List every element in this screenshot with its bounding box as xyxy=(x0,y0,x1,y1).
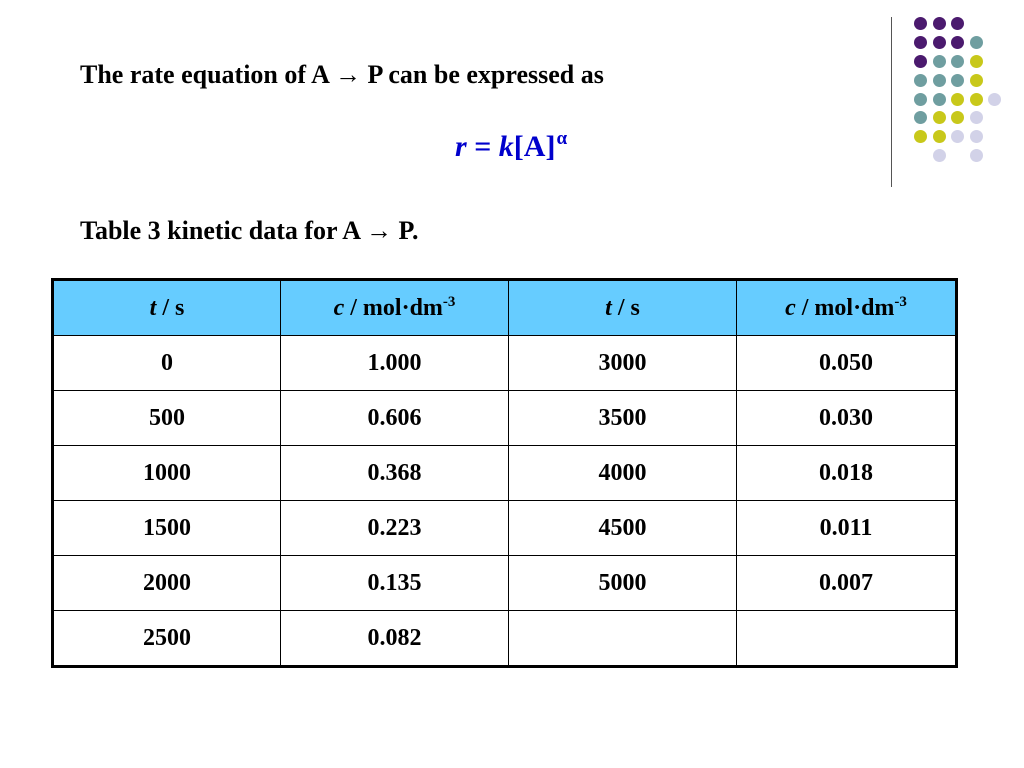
table-cell: 4500 xyxy=(509,501,737,556)
decorative-dot xyxy=(951,111,964,124)
decorative-dot xyxy=(933,130,946,143)
decorative-dot xyxy=(970,55,983,68)
decorative-dot xyxy=(970,74,983,87)
table-cell: 0.050 xyxy=(737,336,957,391)
decorative-dot xyxy=(970,130,983,143)
decorative-dot xyxy=(951,55,964,68)
table-cell: 0.007 xyxy=(737,556,957,611)
decorative-vertical-line xyxy=(891,17,892,187)
decorative-dot xyxy=(951,36,964,49)
decorative-dot xyxy=(988,93,1001,106)
table-row xyxy=(53,501,957,556)
header-time-2: t / s xyxy=(509,280,737,336)
header-time-1: t / s xyxy=(53,280,281,336)
kinetic-data-table-wrapper xyxy=(51,278,958,668)
table-cell: 3500 xyxy=(509,391,737,446)
decorative-dot xyxy=(933,74,946,87)
table-caption: Table 3 kinetic data for A → P. xyxy=(80,216,419,245)
decorative-dot xyxy=(933,36,946,49)
table-cell: 500 xyxy=(53,391,281,446)
table-cell: 0.011 xyxy=(737,501,957,556)
table-cell xyxy=(509,611,737,667)
decorative-dot xyxy=(951,93,964,106)
table-row xyxy=(53,391,957,446)
table-header-row xyxy=(53,280,957,336)
table-cell: 2000 xyxy=(53,556,281,611)
decorative-dot xyxy=(970,93,983,106)
table-cell: 4000 xyxy=(509,446,737,501)
table-row xyxy=(53,556,957,611)
intro-text: The rate equation of A → P can be expressed as xyxy=(80,60,604,89)
decorative-dot xyxy=(933,111,946,124)
table-cell: 0 xyxy=(53,336,281,391)
decorative-dot xyxy=(970,111,983,124)
table-cell: 5000 xyxy=(509,556,737,611)
decorative-dot xyxy=(933,17,946,30)
table-cell: 0.082 xyxy=(281,611,509,667)
decorative-dot xyxy=(951,17,964,30)
decorative-dot xyxy=(933,149,946,162)
decorative-dot xyxy=(914,55,927,68)
table-cell xyxy=(737,611,957,667)
decorative-dot xyxy=(914,130,927,143)
header-concentration-1: $c / mol\cdot dm^{-3}$ xyxy=(281,280,509,336)
decorative-dot xyxy=(951,130,964,143)
decorative-dot xyxy=(914,74,927,87)
table-cell: 1000 xyxy=(53,446,281,501)
equation-exponent: α xyxy=(556,128,568,149)
decorative-dot xyxy=(914,17,927,30)
table-cell: 2500 xyxy=(53,611,281,667)
table-cell: 0.223 xyxy=(281,501,509,556)
equation-concentration: [A] xyxy=(513,130,556,163)
decorative-dot xyxy=(970,149,983,162)
table-cell: 0.030 xyxy=(737,391,957,446)
table-row xyxy=(53,336,957,391)
equation-equals: = xyxy=(466,130,499,163)
equation-rate-symbol: r xyxy=(455,130,467,163)
decorative-dot xyxy=(914,93,927,106)
table-cell: 1.000 xyxy=(281,336,509,391)
kinetic-data-table xyxy=(51,278,958,668)
table-cell: 0.018 xyxy=(737,446,957,501)
table-row xyxy=(53,611,957,667)
decorative-dot xyxy=(951,74,964,87)
table-row xyxy=(53,446,957,501)
table-cell: 0.135 xyxy=(281,556,509,611)
decorative-dot xyxy=(933,93,946,106)
table-cell: 0.606 xyxy=(281,391,509,446)
header-concentration-2: $c / mol\cdot dm^{-3}$ xyxy=(737,280,957,336)
table-cell: 1500 xyxy=(53,501,281,556)
decorative-dot xyxy=(914,36,927,49)
equation-rate-constant: k xyxy=(498,130,514,163)
table-cell: 0.368 xyxy=(281,446,509,501)
decorative-dot xyxy=(933,55,946,68)
decorative-dot xyxy=(970,36,983,49)
decorative-dot xyxy=(914,111,927,124)
rate-equation xyxy=(455,128,567,164)
table-cell: 3000 xyxy=(509,336,737,391)
